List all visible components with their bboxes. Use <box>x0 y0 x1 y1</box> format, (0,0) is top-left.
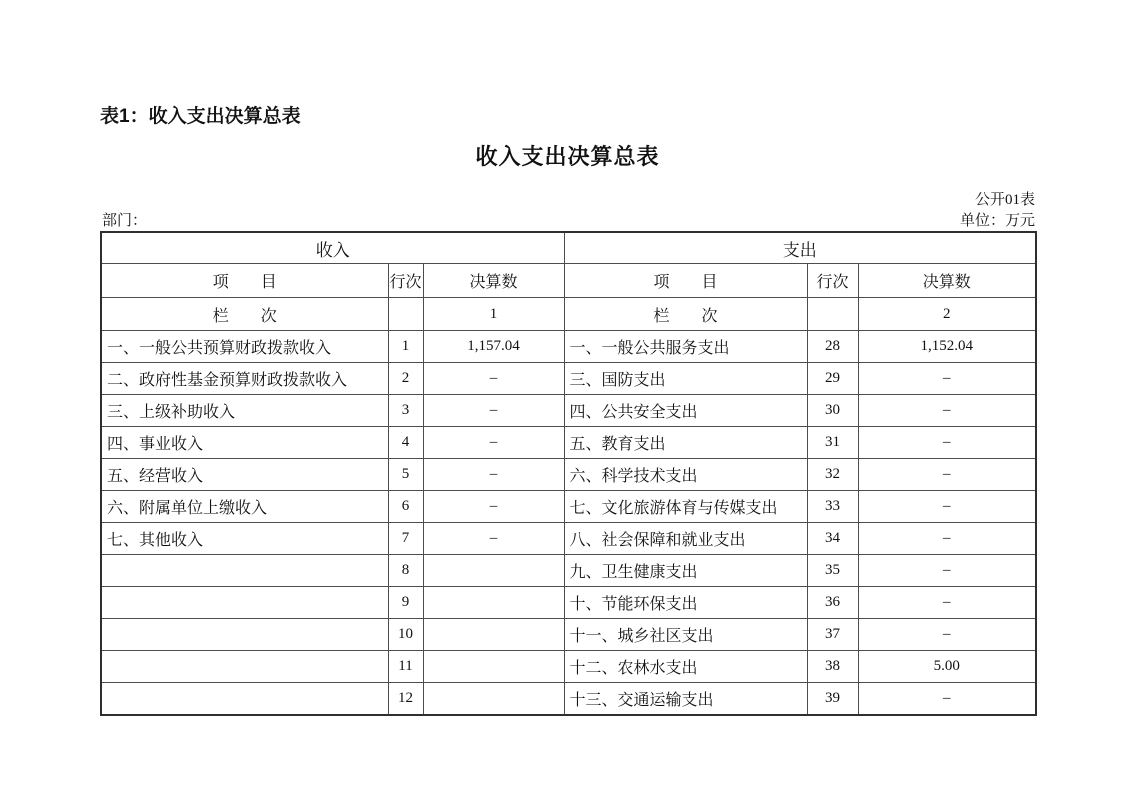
expense-item-cell: 十二、农林水支出 <box>564 651 807 683</box>
table-row <box>101 395 1036 427</box>
table-row <box>101 587 1036 619</box>
expense-amount-cell: – <box>858 363 1036 395</box>
expense-amount-cell: – <box>858 587 1036 619</box>
table-code-label: 公开01表 <box>974 192 1035 208</box>
expense-item-cell: 十一、城乡社区支出 <box>564 619 807 651</box>
table-row <box>101 619 1036 651</box>
income-item-cell: 四、事业收入 <box>101 427 388 459</box>
expense-line-cell: 36 <box>807 587 858 619</box>
expense-item-cell: 三、国防支出 <box>564 363 807 395</box>
expense-item-cell: 六、科学技术支出 <box>564 459 807 491</box>
table-row <box>101 683 1036 715</box>
expense-line-cell: 39 <box>807 683 858 715</box>
income-item-cell: 一、一般公共预算财政拨款收入 <box>101 331 388 363</box>
expense-line-cell: 29 <box>807 363 858 395</box>
expense-section-header: 支出 <box>564 232 1036 264</box>
income-line-cell: 8 <box>388 555 423 587</box>
income-line-cell: 3 <box>388 395 423 427</box>
budget-table-body <box>101 331 1036 715</box>
expense-item-cell: 七、文化旅游体育与传媒支出 <box>564 491 807 523</box>
expense-line-cell: 33 <box>807 491 858 523</box>
expense-item-cell: 八、社会保障和就业支出 <box>564 523 807 555</box>
expense-column-index-value: 2 <box>858 298 1036 331</box>
expense-item-cell: 十三、交通运输支出 <box>564 683 807 715</box>
expense-line-cell: 34 <box>807 523 858 555</box>
expense-column-index-line <box>807 298 858 331</box>
income-column-index-label: 栏 次 <box>101 298 388 331</box>
income-line-cell: 4 <box>388 427 423 459</box>
expense-line-cell: 32 <box>807 459 858 491</box>
column-index-row <box>101 298 1036 331</box>
income-line-cell: 2 <box>388 363 423 395</box>
income-line-cell: 5 <box>388 459 423 491</box>
income-line-cell: 10 <box>388 619 423 651</box>
expense-amount-cell: – <box>858 683 1036 715</box>
expense-item-cell: 四、公共安全支出 <box>564 395 807 427</box>
income-amount-cell: – <box>423 363 564 395</box>
income-amount-cell <box>423 683 564 715</box>
income-item-cell <box>101 683 388 715</box>
table-row <box>101 459 1036 491</box>
income-line-cell: 1 <box>388 331 423 363</box>
expense-line-cell: 31 <box>807 427 858 459</box>
column-header-row <box>101 264 1036 298</box>
income-amount-cell: 1,157.04 <box>423 331 564 363</box>
section-header-row <box>101 232 1036 264</box>
income-amount-cell <box>423 555 564 587</box>
income-item-header: 项 目 <box>101 264 388 298</box>
expense-amount-cell: – <box>858 619 1036 651</box>
income-amount-cell: – <box>423 395 564 427</box>
income-line-cell: 9 <box>388 587 423 619</box>
expense-line-header: 行次 <box>807 264 858 298</box>
table-row <box>101 427 1036 459</box>
expense-line-cell: 38 <box>807 651 858 683</box>
income-item-cell <box>101 619 388 651</box>
expense-amount-cell: 1,152.04 <box>858 331 1036 363</box>
income-amount-header: 决算数 <box>423 264 564 298</box>
income-line-cell: 6 <box>388 491 423 523</box>
table-row <box>101 555 1036 587</box>
table-row <box>101 331 1036 363</box>
expense-amount-cell: – <box>858 555 1036 587</box>
income-amount-cell <box>423 587 564 619</box>
department-label: 部门： <box>102 213 148 229</box>
expense-item-header: 项 目 <box>564 264 807 298</box>
income-amount-cell <box>423 619 564 651</box>
table-row <box>101 491 1036 523</box>
income-amount-cell: – <box>423 427 564 459</box>
income-amount-cell: – <box>423 459 564 491</box>
expense-line-cell: 28 <box>807 331 858 363</box>
income-item-cell: 六、附属单位上缴收入 <box>101 491 388 523</box>
expense-amount-cell: – <box>858 523 1036 555</box>
unit-label: 单位：万元 <box>959 213 1035 229</box>
income-amount-cell: – <box>423 523 564 555</box>
expense-line-cell: 30 <box>807 395 858 427</box>
income-amount-cell <box>423 651 564 683</box>
expense-item-cell: 九、卫生健康支出 <box>564 555 807 587</box>
expense-column-index-label: 栏 次 <box>564 298 807 331</box>
table-row <box>101 651 1036 683</box>
income-column-index-line <box>388 298 423 331</box>
expense-line-cell: 37 <box>807 619 858 651</box>
expense-amount-cell: – <box>858 395 1036 427</box>
expense-item-cell: 五、教育支出 <box>564 427 807 459</box>
income-section-header: 收入 <box>101 232 564 264</box>
expense-item-cell: 一、一般公共服务支出 <box>564 331 807 363</box>
expense-line-cell: 35 <box>807 555 858 587</box>
income-item-cell: 三、上级补助收入 <box>101 395 388 427</box>
income-item-cell <box>101 587 388 619</box>
income-item-cell <box>101 555 388 587</box>
income-line-cell: 11 <box>388 651 423 683</box>
expense-amount-cell: – <box>858 459 1036 491</box>
income-column-index-value: 1 <box>423 298 564 331</box>
income-item-cell: 五、经营收入 <box>101 459 388 491</box>
expense-amount-cell: – <box>858 427 1036 459</box>
table-row <box>101 363 1036 395</box>
expense-amount-cell: – <box>858 491 1036 523</box>
table-title: 收入支出决算总表 <box>475 144 660 169</box>
income-item-cell: 七、其他收入 <box>101 523 388 555</box>
expense-amount-header: 决算数 <box>858 264 1036 298</box>
income-item-cell: 二、政府性基金预算财政拨款收入 <box>101 363 388 395</box>
income-amount-cell: – <box>423 491 564 523</box>
table-row <box>101 523 1036 555</box>
income-line-cell: 7 <box>388 523 423 555</box>
page-heading: 表1：收入支出决算总表 <box>100 106 301 127</box>
expense-item-cell: 十、节能环保支出 <box>564 587 807 619</box>
income-line-header: 行次 <box>388 264 423 298</box>
expense-amount-cell: 5.00 <box>858 651 1036 683</box>
income-item-cell <box>101 651 388 683</box>
budget-table <box>100 231 1037 716</box>
income-line-cell: 12 <box>388 683 423 715</box>
